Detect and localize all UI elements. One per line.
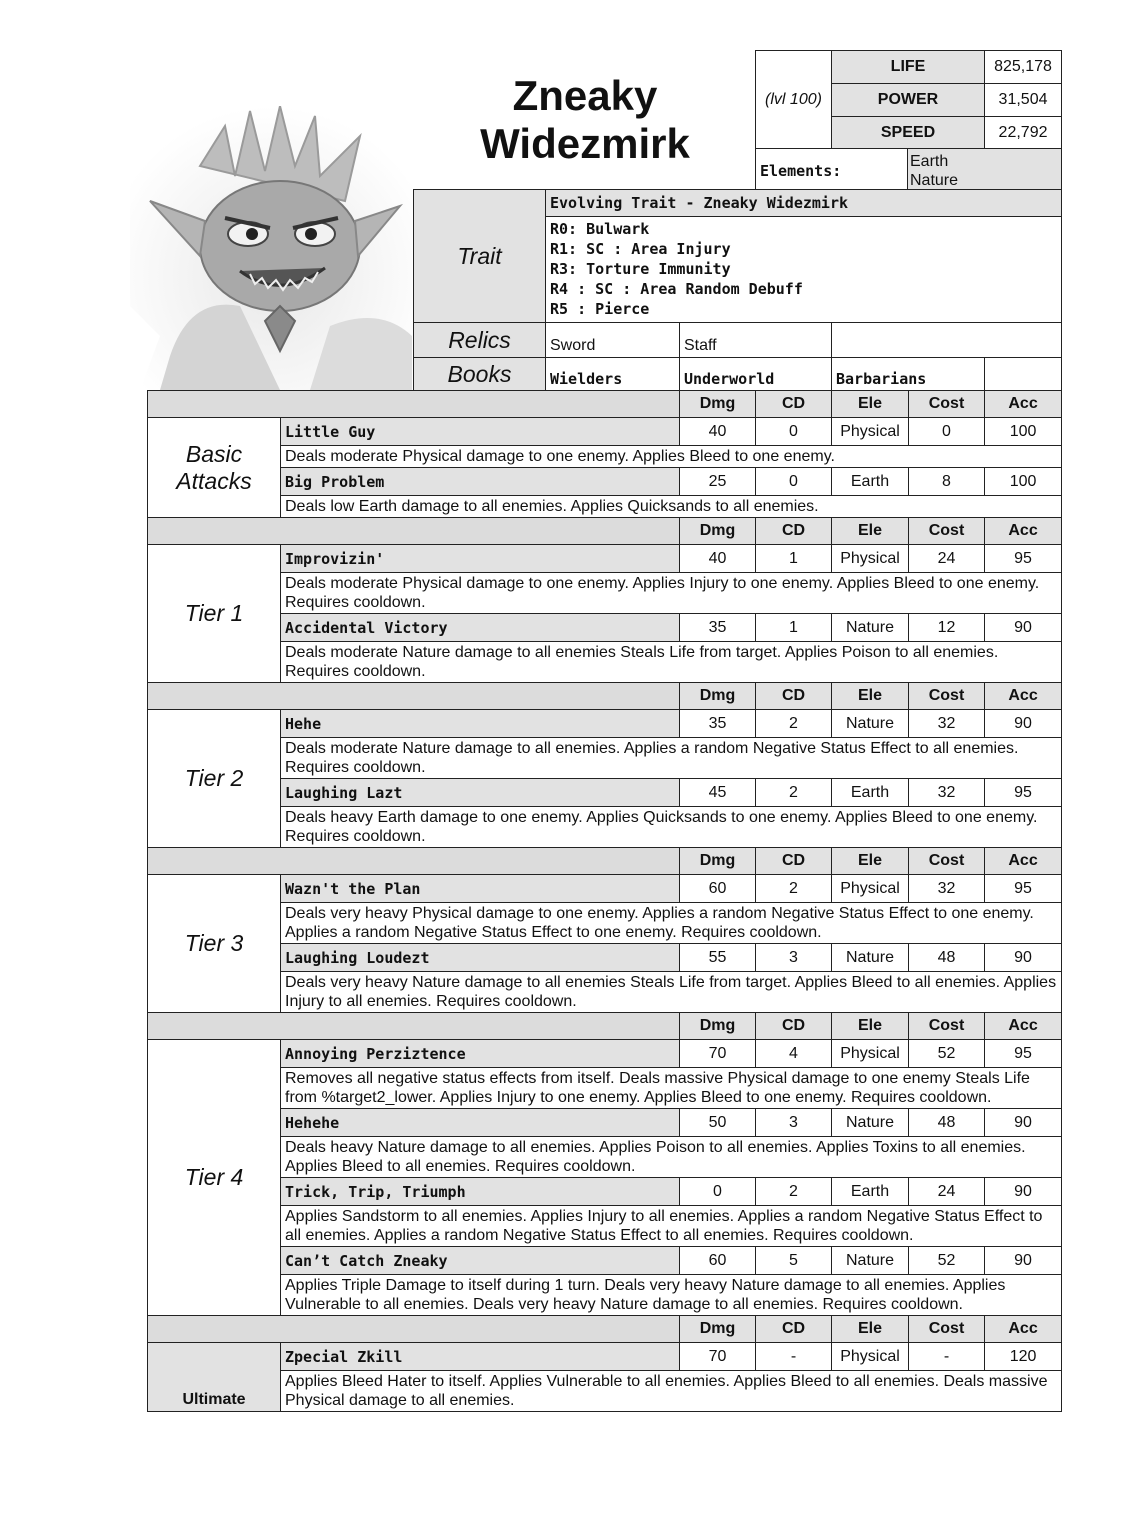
skill-description-row	[148, 1371, 1062, 1412]
skill-row	[148, 1040, 1062, 1068]
skill-cd: 0	[756, 468, 832, 496]
skill-row	[148, 1247, 1062, 1275]
skill-cd: 2	[756, 779, 832, 807]
skill-ele: Nature	[832, 710, 909, 738]
trait-label: Trait	[414, 190, 546, 323]
page-title	[440, 72, 730, 168]
column-header-cost: Cost	[909, 518, 985, 545]
skill-cd: 3	[756, 1109, 832, 1137]
stat-label-power: POWER	[832, 84, 985, 117]
section-label	[148, 1040, 281, 1316]
column-header-row	[148, 391, 1062, 418]
book-item-3: Barbarians	[832, 358, 985, 391]
section-label	[148, 875, 281, 1013]
skill-name: Hehehe	[281, 1109, 680, 1137]
skill-cost: 24	[909, 545, 985, 573]
skill-cost: 32	[909, 710, 985, 738]
skill-cd: -	[756, 1343, 832, 1371]
column-header-cd: CD	[756, 683, 832, 710]
skill-ele: Physical	[832, 418, 909, 446]
skill-dmg: 45	[680, 779, 756, 807]
skill-cd: 4	[756, 1040, 832, 1068]
section-label-line-1: Basic	[185, 440, 243, 467]
skill-description-row	[148, 738, 1062, 779]
skill-acc: 100	[985, 468, 1062, 496]
column-header-cost: Cost	[909, 1316, 985, 1343]
column-header-cost: Cost	[909, 1013, 985, 1040]
skill-cost: 0	[909, 418, 985, 446]
skill-dmg: 60	[680, 1247, 756, 1275]
column-header-acc: Acc	[985, 1316, 1062, 1343]
relic-item-2: Staff	[680, 323, 832, 358]
skill-description: Deals very heavy Physical damage to one enemy. Applies a random Negative Status Effect to one enemy. Applies a random Negative Status Effect to one enemy. Requires cooldown.	[281, 903, 1062, 944]
stat-value-power: 31,504	[985, 84, 1062, 117]
column-header-row	[148, 1316, 1062, 1343]
skill-row	[148, 875, 1062, 903]
skill-description-row	[148, 1068, 1062, 1109]
skill-cd: 2	[756, 875, 832, 903]
skill-description: Deals moderate Physical damage to one enemy. Applies Injury to one enemy. Applies Bleed to one enemy. Requires cooldown.	[281, 573, 1062, 614]
book-item-2: Underworld	[680, 358, 832, 391]
skill-description: Deals moderate Physical damage to one enemy. Applies Bleed to one enemy.	[281, 446, 1062, 468]
elements-value	[908, 149, 1062, 193]
skill-cd: 2	[756, 1178, 832, 1206]
skill-ele: Physical	[832, 545, 909, 573]
column-header-dmg: Dmg	[680, 848, 756, 875]
skill-cost: 52	[909, 1040, 985, 1068]
skill-acc: 95	[985, 1040, 1062, 1068]
skill-ele: Physical	[832, 1343, 909, 1371]
trait-line: R4 : SC : Area Random Debuff	[550, 280, 803, 298]
elements-label: Elements:	[756, 149, 908, 193]
section-label-line-1: Ultimate	[182, 1391, 246, 1408]
skill-description: Removes all negative status effects from itself. Deals massive Physical damage to one enemy Steals Life from %target2_lower. Applies Injury to one enemy. Applies Bleed to one enemy. Requires cooldown.	[281, 1068, 1062, 1109]
skill-name: Wazn't the Plan	[281, 875, 680, 903]
skill-ele: Nature	[832, 1247, 909, 1275]
skill-acc: 90	[985, 1178, 1062, 1206]
skill-description: Deals moderate Nature damage to all enemies Steals Life from target. Applies Poison to all enemies. Requires cooldown.	[281, 642, 1062, 683]
skill-ele: Nature	[832, 1109, 909, 1137]
column-header-cost: Cost	[909, 391, 985, 418]
skill-cd: 1	[756, 545, 832, 573]
relic-item-1: Sword	[546, 323, 680, 358]
section-label	[148, 545, 281, 683]
title-line-1: Zneaky	[512, 72, 658, 119]
skill-cost: 48	[909, 1109, 985, 1137]
level-label: (lvl 100)	[756, 51, 832, 149]
skill-description-row	[148, 807, 1062, 848]
skill-ele: Physical	[832, 1040, 909, 1068]
skill-dmg: 70	[680, 1343, 756, 1371]
skill-row	[148, 944, 1062, 972]
column-header-row	[148, 683, 1062, 710]
skill-name: Little Guy	[281, 418, 680, 446]
column-header-cd: CD	[756, 391, 832, 418]
column-header-acc: Acc	[985, 518, 1062, 545]
section-label-line-2: Attacks	[176, 467, 252, 494]
skill-description-row	[148, 903, 1062, 944]
column-header-ele: Ele	[832, 683, 909, 710]
skill-acc: 95	[985, 545, 1062, 573]
skill-name: Laughing Loudezt	[281, 944, 680, 972]
skill-dmg: 40	[680, 418, 756, 446]
trait-line: R1: SC : Area Injury	[550, 240, 731, 258]
column-header-acc: Acc	[985, 391, 1062, 418]
skill-name: Trick, Trip, Triumph	[281, 1178, 680, 1206]
skill-cd: 2	[756, 710, 832, 738]
skill-description-row	[148, 446, 1062, 468]
skill-description: Applies Sandstorm to all enemies. Applies Injury to all enemies. Applies a random Negative Status Effect to all enemies. Applies a random Negative Status Effect to all enemies. Requires cooldown.	[281, 1206, 1062, 1247]
skill-dmg: 50	[680, 1109, 756, 1137]
column-header-cd: CD	[756, 1316, 832, 1343]
skill-acc: 120	[985, 1343, 1062, 1371]
skill-row	[148, 614, 1062, 642]
hero-sheet-table	[147, 189, 1062, 1412]
skill-row	[148, 710, 1062, 738]
skill-row	[148, 545, 1062, 573]
header-bar	[148, 1316, 680, 1343]
skill-cd: 1	[756, 614, 832, 642]
books-label: Books	[414, 358, 546, 391]
skill-name: Big Problem	[281, 468, 680, 496]
column-header-dmg: Dmg	[680, 518, 756, 545]
column-header-dmg: Dmg	[680, 683, 756, 710]
header-bar	[148, 1013, 680, 1040]
skill-row	[148, 418, 1062, 446]
skill-ele: Physical	[832, 875, 909, 903]
column-header-acc: Acc	[985, 848, 1062, 875]
skill-description-row	[148, 972, 1062, 1013]
skill-row	[148, 468, 1062, 496]
element-1: Earth	[910, 152, 949, 170]
section-label	[148, 418, 281, 518]
section-label-line-1: Tier 4	[184, 1164, 244, 1190]
trait-line: R0: Bulwark	[550, 220, 650, 238]
skill-cost: 8	[909, 468, 985, 496]
skill-acc: 90	[985, 944, 1062, 972]
column-header-ele: Ele	[832, 848, 909, 875]
skill-ele: Nature	[832, 614, 909, 642]
section-label-line-1: Tier 2	[184, 765, 244, 791]
skill-description-row	[148, 573, 1062, 614]
skill-name: Zpecial Zkill	[281, 1343, 680, 1371]
skill-cost: 32	[909, 779, 985, 807]
column-header-ele: Ele	[832, 518, 909, 545]
stat-label-life: LIFE	[832, 51, 985, 84]
skill-dmg: 35	[680, 710, 756, 738]
stat-label-speed: SPEED	[832, 117, 985, 149]
column-header-cd: CD	[756, 518, 832, 545]
column-header-acc: Acc	[985, 1013, 1062, 1040]
skill-description-row	[148, 1206, 1062, 1247]
skill-row	[148, 779, 1062, 807]
skill-description: Deals heavy Earth damage to one enemy. Applies Quicksands to one enemy. Applies Bleed to one enemy. Requires cooldown.	[281, 807, 1062, 848]
column-header-dmg: Dmg	[680, 1013, 756, 1040]
column-header-row	[148, 518, 1062, 545]
skill-description: Deals moderate Nature damage to all enemies. Applies a random Negative Status Effect to all enemies. Requires cooldown.	[281, 738, 1062, 779]
skill-description-row	[148, 1137, 1062, 1178]
section-label-line-1: Tier 3	[184, 930, 244, 956]
skill-acc: 90	[985, 614, 1062, 642]
skill-description-row	[148, 642, 1062, 683]
skill-row	[148, 1178, 1062, 1206]
element-2: Nature	[910, 171, 959, 189]
skill-description: Applies Bleed Hater to itself. Applies Vulnerable to all enemies. Applies Bleed to all enemies. Deals massive Physical damage to all enemies.	[281, 1371, 1062, 1412]
section-label-line-1: Tier 1	[184, 600, 244, 626]
section-label	[148, 710, 281, 848]
skill-acc: 90	[985, 710, 1062, 738]
skill-description: Deals heavy Nature damage to all enemies. Applies Poison to all enemies. Applies Toxins to all enemies. Applies Bleed to all enemies. Requires cooldown.	[281, 1137, 1062, 1178]
skill-dmg: 55	[680, 944, 756, 972]
skill-acc: 100	[985, 418, 1062, 446]
skill-name: Laughing Lazt	[281, 779, 680, 807]
skill-description: Applies Triple Damage to itself during 1 turn. Deals very heavy Nature damage to all enemies. Applies Vulnerable to all enemies. Deals very heavy Nature damage to all enemies. Requires cooldown.	[281, 1275, 1062, 1316]
column-header-ele: Ele	[832, 391, 909, 418]
header-bar	[148, 683, 680, 710]
skill-cd: 5	[756, 1247, 832, 1275]
skill-name: Can’t Catch Zneaky	[281, 1247, 680, 1275]
skill-cost: 32	[909, 875, 985, 903]
skill-cost: 52	[909, 1247, 985, 1275]
trait-line: R3: Torture Immunity	[550, 260, 731, 278]
skill-dmg: 40	[680, 545, 756, 573]
skill-description: Deals very heavy Nature damage to all enemies Steals Life from target. Applies Bleed to all enemies. Applies Injury to all enemies. Requires cooldown.	[281, 972, 1062, 1013]
column-header-ele: Ele	[832, 1316, 909, 1343]
header-bar	[148, 848, 680, 875]
trait-lines	[546, 217, 1062, 323]
skill-name: Accidental Victory	[281, 614, 680, 642]
skill-ele: Earth	[832, 1178, 909, 1206]
column-header-row	[148, 848, 1062, 875]
skill-dmg: 35	[680, 614, 756, 642]
skill-acc: 95	[985, 779, 1062, 807]
column-header-row	[148, 1013, 1062, 1040]
skill-row	[148, 1343, 1062, 1371]
skill-cost: 24	[909, 1178, 985, 1206]
column-header-cost: Cost	[909, 683, 985, 710]
column-header-acc: Acc	[985, 683, 1062, 710]
skill-dmg: 70	[680, 1040, 756, 1068]
skill-cost: 12	[909, 614, 985, 642]
relics-label: Relics	[414, 323, 546, 358]
skill-acc: 95	[985, 875, 1062, 903]
header-bar	[148, 391, 680, 418]
skill-name: Annoying Perziztence	[281, 1040, 680, 1068]
skill-dmg: 25	[680, 468, 756, 496]
skill-ele: Earth	[832, 468, 909, 496]
column-header-cd: CD	[756, 1013, 832, 1040]
skill-description: Deals low Earth damage to all enemies. Applies Quicksands to all enemies.	[281, 496, 1062, 518]
skill-acc: 90	[985, 1109, 1062, 1137]
skill-acc: 90	[985, 1247, 1062, 1275]
skill-cost: 48	[909, 944, 985, 972]
skill-name: Improvizin'	[281, 545, 680, 573]
skill-cost: -	[909, 1343, 985, 1371]
column-header-cost: Cost	[909, 848, 985, 875]
stat-value-speed: 22,792	[985, 117, 1062, 149]
stat-value-life: 825,178	[985, 51, 1062, 84]
skill-row	[148, 1109, 1062, 1137]
skill-description-row	[148, 496, 1062, 518]
book-item-1: Wielders	[546, 358, 680, 391]
skill-description-row	[148, 1275, 1062, 1316]
header-bar	[148, 518, 680, 545]
column-header-dmg: Dmg	[680, 1316, 756, 1343]
skill-ele: Earth	[832, 779, 909, 807]
skill-dmg: 0	[680, 1178, 756, 1206]
column-header-ele: Ele	[832, 1013, 909, 1040]
trait-title: Evolving Trait - Zneaky Widezmirk	[546, 190, 1062, 217]
skill-dmg: 60	[680, 875, 756, 903]
skill-cd: 3	[756, 944, 832, 972]
skill-cd: 0	[756, 418, 832, 446]
column-header-cd: CD	[756, 848, 832, 875]
title-line-2: Widezmirk	[480, 120, 690, 167]
section-label	[148, 1343, 281, 1412]
skill-ele: Nature	[832, 944, 909, 972]
skill-name: Hehe	[281, 710, 680, 738]
trait-line: R5 : Pierce	[550, 300, 650, 318]
stats-table	[755, 50, 1062, 193]
column-header-dmg: Dmg	[680, 391, 756, 418]
